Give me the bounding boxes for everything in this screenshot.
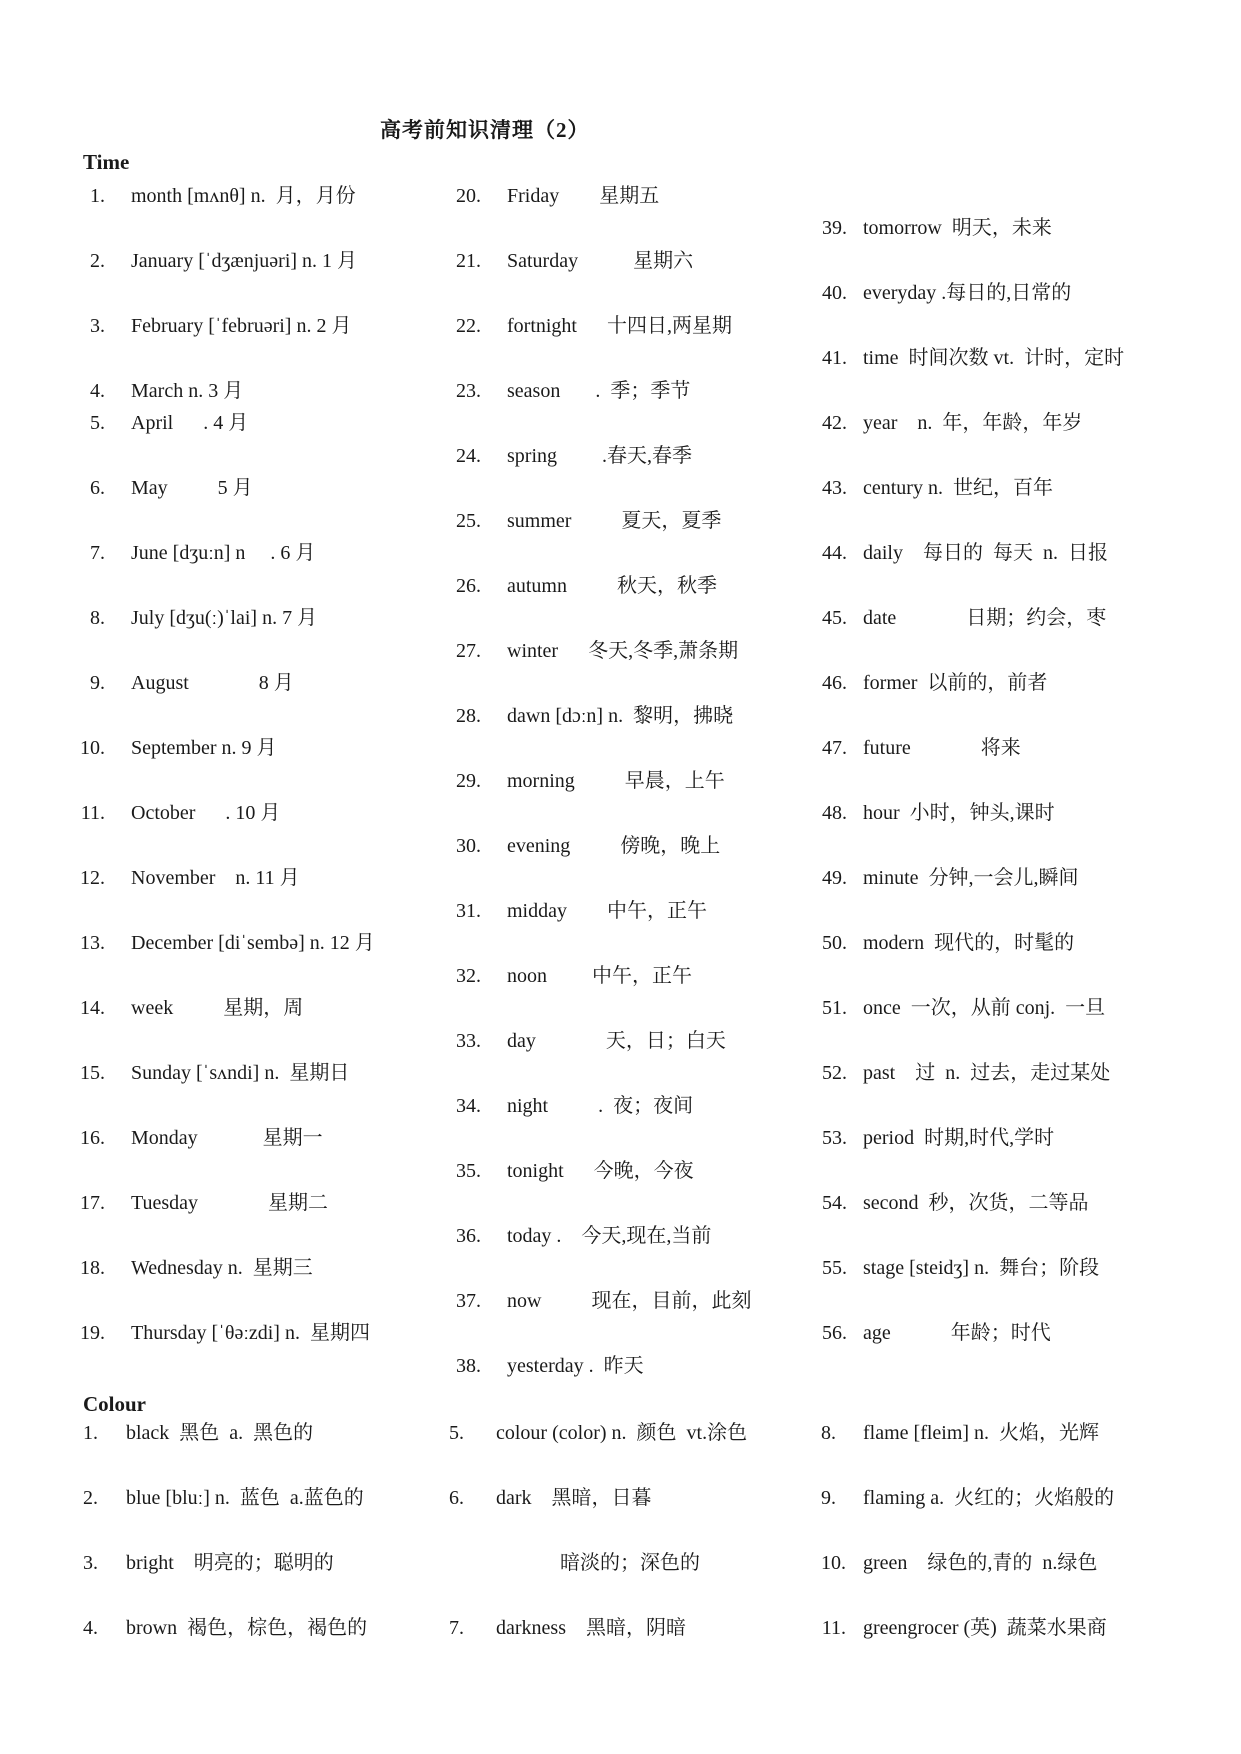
- time-entry-text: former 以前的，前者: [863, 672, 1048, 694]
- time-entry-text: October . 10 月: [131, 802, 281, 824]
- time-entry-text: March n. 3 月: [131, 380, 244, 402]
- time-entry-number: 21.: [456, 250, 481, 272]
- section-heading-time: Time: [83, 150, 130, 174]
- colour-entry-text: black 黑色 a. 黑色的: [126, 1422, 314, 1444]
- time-entry-text: Tuesday 星期二: [131, 1192, 329, 1214]
- time-entry-text: stage [steidʒ] n. 舞台；阶段: [863, 1257, 1100, 1279]
- colour-entry-text: flame [fleim] n. 火焰，光辉: [863, 1422, 1100, 1444]
- colour-entry-number: 8.: [821, 1422, 836, 1444]
- time-entry-number: 6.: [90, 477, 105, 499]
- time-entry-text: night . 夜；夜间: [507, 1095, 694, 1117]
- time-entry-text: date 日期；约会，枣: [863, 607, 1107, 629]
- colour-entry-number: 2.: [83, 1487, 98, 1509]
- colour-entry-number: 4.: [83, 1617, 98, 1639]
- time-entry-text: July [dʒu(ː)ˈlai] n. 7 月: [131, 607, 318, 629]
- time-entry-number: 39.: [822, 217, 847, 239]
- time-entry-number: 24.: [456, 445, 481, 467]
- time-entry-number: 33.: [456, 1030, 481, 1052]
- time-entry-text: minute 分钟,一会儿,瞬间: [863, 867, 1079, 889]
- time-entry-text: everyday .每日的,日常的: [863, 282, 1072, 304]
- colour-entry-text: blue [bluː] n. 蓝色 a.蓝色的: [126, 1487, 364, 1509]
- time-entry-text: tonight 今晚，今夜: [507, 1160, 694, 1182]
- time-entry-number: 31.: [456, 900, 481, 922]
- time-entry-number: 43.: [822, 477, 847, 499]
- colour-entry-number: 7.: [449, 1617, 464, 1639]
- time-entry-text: modern 现代的，时髦的: [863, 932, 1075, 954]
- time-entry-text: November n. 11 月: [131, 867, 300, 889]
- time-entry-text: Thursday [ˈθəːzdi] n. 星期四: [131, 1322, 370, 1344]
- time-entry-text: January [ˈdʒænjuəri] n. 1 月: [131, 250, 358, 272]
- time-entry-number: 22.: [456, 315, 481, 337]
- time-entry-number: 19.: [80, 1322, 105, 1344]
- time-entry-text: midday 中午，正午: [507, 900, 707, 922]
- time-entry-number: 36.: [456, 1225, 481, 1247]
- time-entry-text: past 过 n. 过去，走过某处: [863, 1062, 1111, 1084]
- time-entry-number: 35.: [456, 1160, 481, 1182]
- time-entry-number: 1.: [90, 185, 105, 207]
- time-entry-text: day 天，日；白天: [507, 1030, 726, 1052]
- time-entry-text: February [ˈfebruəri] n. 2 月: [131, 315, 352, 337]
- time-entry-number: 30.: [456, 835, 481, 857]
- time-entry-text: May 5 月: [131, 477, 253, 499]
- time-entry-text: evening 傍晚，晚上: [507, 835, 721, 857]
- time-entry-text: century n. 世纪，百年: [863, 477, 1053, 499]
- time-entry-text: today . 今天,现在,当前: [507, 1225, 712, 1247]
- time-entry-number: 13.: [80, 932, 105, 954]
- colour-entry-text: green 绿色的,青的 n.绿色: [863, 1552, 1098, 1574]
- time-entry-text: second 秒，次货，二等品: [863, 1192, 1089, 1214]
- time-entry-text: age 年龄；时代: [863, 1322, 1051, 1344]
- colour-entry-text: flaming a. 火红的；火焰般的: [863, 1487, 1115, 1509]
- time-entry-number: 38.: [456, 1355, 481, 1377]
- page-title: 高考前知识清理（2）: [380, 118, 590, 142]
- time-entry-text: Wednesday n. 星期三: [131, 1257, 313, 1279]
- colour-entry-text: dark 黑暗，日暮: [496, 1487, 652, 1509]
- time-entry-text: hour 小时，钟头,课时: [863, 802, 1055, 824]
- time-entry-text: Sunday [ˈsʌndi] n. 星期日: [131, 1062, 350, 1084]
- time-entry-text: morning 早晨，上午: [507, 770, 725, 792]
- colour-entry-number: 11.: [821, 1617, 846, 1639]
- time-entry-number: 53.: [822, 1127, 847, 1149]
- time-entry-text: future 将来: [863, 737, 1021, 759]
- time-entry-number: 56.: [822, 1322, 847, 1344]
- time-entry-number: 25.: [456, 510, 481, 532]
- time-entry-number: 48.: [822, 802, 847, 824]
- time-entry-number: 28.: [456, 705, 481, 727]
- time-entry-number: 55.: [822, 1257, 847, 1279]
- colour-entry-text: 暗淡的；深色的: [560, 1552, 700, 1574]
- colour-entry-number: 3.: [83, 1552, 98, 1574]
- time-entry-number: 2.: [90, 250, 105, 272]
- section-heading-colour: Colour: [83, 1392, 146, 1416]
- time-entry-number: 20.: [456, 185, 481, 207]
- time-entry-text: winter 冬天,冬季,萧条期: [507, 640, 739, 662]
- time-entry-number: 29.: [456, 770, 481, 792]
- time-entry-number: 50.: [822, 932, 847, 954]
- colour-entry-text: brown 褐色，棕色，褐色的: [126, 1617, 368, 1639]
- time-entry-text: Friday 星期五: [507, 185, 660, 207]
- time-entry-number: 27.: [456, 640, 481, 662]
- time-entry-text: season . 季；季节: [507, 380, 691, 402]
- time-entry-number: 41.: [822, 347, 847, 369]
- time-entry-number: 11.: [80, 802, 105, 824]
- time-entry-text: summer 夏天，夏季: [507, 510, 722, 532]
- time-entry-number: 4.: [90, 380, 105, 402]
- time-entry-number: 51.: [822, 997, 847, 1019]
- time-entry-number: 15.: [80, 1062, 105, 1084]
- time-entry-number: 7.: [90, 542, 105, 564]
- time-entry-number: 45.: [822, 607, 847, 629]
- time-entry-number: 46.: [822, 672, 847, 694]
- time-entry-number: 9.: [90, 672, 105, 694]
- time-entry-text: time 时间次数 vt. 计时，定时: [863, 347, 1125, 369]
- time-entry-number: 23.: [456, 380, 481, 402]
- time-entry-text: December [diˈsembə] n. 12 月: [131, 932, 375, 954]
- time-entry-text: noon 中午，正午: [507, 965, 692, 987]
- time-entry-number: 52.: [822, 1062, 847, 1084]
- time-entry-number: 54.: [822, 1192, 847, 1214]
- time-entry-number: 12.: [80, 867, 105, 889]
- time-entry-text: fortnight 十四日,两星期: [507, 315, 732, 337]
- time-entry-number: 42.: [822, 412, 847, 434]
- time-entry-text: week 星期，周: [131, 997, 304, 1019]
- time-entry-number: 34.: [456, 1095, 481, 1117]
- time-entry-text: autumn 秋天，秋季: [507, 575, 717, 597]
- time-entry-number: 10.: [80, 737, 105, 759]
- time-entry-number: 5.: [90, 412, 105, 434]
- time-entry-number: 8.: [90, 607, 105, 629]
- time-entry-number: 14.: [80, 997, 105, 1019]
- time-entry-text: April . 4 月: [131, 412, 249, 434]
- colour-entry-text: greengrocer (英) 蔬菜水果商: [863, 1617, 1107, 1639]
- time-entry-number: 49.: [822, 867, 847, 889]
- colour-entry-number: 6.: [449, 1487, 464, 1509]
- time-entry-text: now 现在，目前，此刻: [507, 1290, 752, 1312]
- colour-entry-number: 1.: [83, 1422, 98, 1444]
- time-entry-number: 37.: [456, 1290, 481, 1312]
- time-entry-text: period 时期,时代,学时: [863, 1127, 1055, 1149]
- colour-entry-number: 10.: [821, 1552, 846, 1574]
- colour-entry-number: 9.: [821, 1487, 836, 1509]
- time-entry-text: month [mʌnθ] n. 月，月份: [131, 185, 356, 207]
- time-entry-number: 16.: [80, 1127, 105, 1149]
- time-entry-text: Saturday 星期六: [507, 250, 694, 272]
- time-entry-text: yesterday . 昨天: [507, 1355, 644, 1377]
- time-entry-text: daily 每日的 每天 n. 日报: [863, 542, 1108, 564]
- time-entry-text: August 8 月: [131, 672, 294, 694]
- time-entry-number: 47.: [822, 737, 847, 759]
- colour-entry-number: 5.: [449, 1422, 464, 1444]
- time-entry-text: once 一次，从前 conj. 一旦: [863, 997, 1106, 1019]
- time-entry-number: 3.: [90, 315, 105, 337]
- time-entry-text: dawn [dɔːn] n. 黎明，拂晓: [507, 705, 734, 727]
- colour-entry-text: colour (color) n. 颜色 vt.涂色: [496, 1422, 748, 1444]
- time-entry-number: 40.: [822, 282, 847, 304]
- colour-entry-text: bright 明亮的；聪明的: [126, 1552, 334, 1574]
- time-entry-text: spring .春天,春季: [507, 445, 692, 467]
- time-entry-number: 17.: [80, 1192, 105, 1214]
- time-entry-number: 26.: [456, 575, 481, 597]
- time-entry-text: year n. 年，年龄，年岁: [863, 412, 1083, 434]
- time-entry-text: September n. 9 月: [131, 737, 277, 759]
- time-entry-number: 18.: [80, 1257, 105, 1279]
- time-entry-number: 32.: [456, 965, 481, 987]
- time-entry-text: tomorrow 明天，未来: [863, 217, 1052, 239]
- time-entry-text: Monday 星期一: [131, 1127, 323, 1149]
- time-entry-number: 44.: [822, 542, 847, 564]
- time-entry-text: June [dʒuːn] n . 6 月: [131, 542, 316, 564]
- colour-entry-text: darkness 黑暗，阴暗: [496, 1617, 686, 1639]
